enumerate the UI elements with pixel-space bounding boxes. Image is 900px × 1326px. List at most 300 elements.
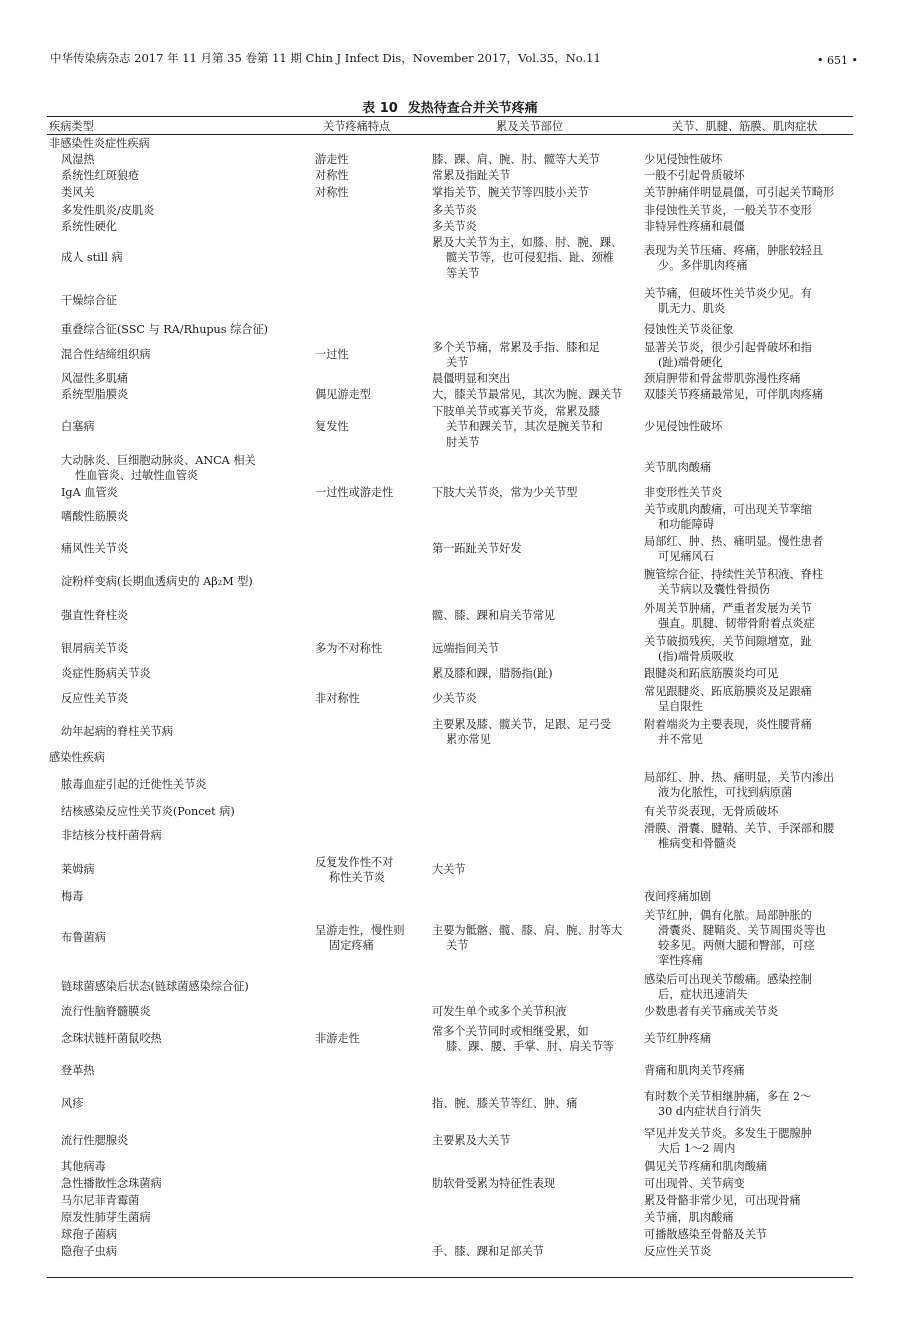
cell-symptom [644, 152, 853, 168]
cell-symptom [644, 1192, 853, 1209]
cell-joint-site [432, 906, 644, 970]
table-row [47, 1209, 853, 1226]
cell-symptom-text: 关节或肌肉酸痛，可出现关节挛缩 和功能障碍 [644, 502, 812, 531]
cell-symptom [644, 852, 853, 888]
cell-pain-feature [315, 565, 432, 599]
cell-symptom-text: 背痛和肌肉关节疼痛 [644, 1064, 745, 1078]
cell-disease-name-text: 风疹 [61, 1097, 84, 1111]
cell-joint-site [432, 219, 644, 235]
cell-symptom-text: 反应性关节炎 [644, 1244, 712, 1258]
table-row [47, 803, 853, 820]
cell-joint-site [432, 888, 644, 906]
cell-joint-site-text: 可发生单个或多个关节积液 [432, 1005, 567, 1019]
cell-disease-name-text: 风湿热 [61, 153, 95, 167]
cell-disease-name-text: 强直性脊柱炎 [61, 609, 129, 623]
cell-symptom [644, 371, 853, 387]
cell-disease-name-text: 球孢子菌病 [61, 1227, 117, 1241]
table-row [47, 565, 853, 599]
cell-joint-site-text: 远端指间关节 [432, 642, 500, 656]
cell-disease-name-text: 多发性肌炎/皮肌炎 [61, 203, 155, 217]
table-section-row [47, 136, 853, 152]
cell-symptom-text: 少数患者有关节痛或关节炎 [644, 1005, 779, 1019]
cell-symptom-text: 外周关节肿痛，严重者发展为关节 强直。肌腱、韧带骨附着点炎症 [644, 601, 815, 630]
cell-symptom [644, 184, 853, 202]
cell-symptom-text: 常见跟腱炎、跖底筋膜炎及足跟痛 呈自限性 [644, 684, 812, 713]
cell-joint-site-text: 手、膝、踝和足部关节 [432, 1244, 544, 1258]
cell-disease-name-text: 类风关 [61, 186, 95, 200]
cell-pain-feature [315, 749, 432, 767]
cell-pain-feature-text: 呈游走性，慢性则 固定疼痛 [315, 923, 405, 952]
cell-disease-name-text: 干燥综合征 [61, 294, 117, 308]
cell-disease-name [47, 219, 315, 235]
table-row [47, 906, 853, 970]
cell-joint-site [432, 387, 644, 403]
cell-joint-site [432, 852, 644, 888]
cell-symptom-text: 关节痛，肌肉酸痛 [644, 1210, 734, 1224]
table-row [47, 1020, 853, 1058]
cell-joint-site-text: 少关节炎 [432, 692, 477, 706]
cell-disease-name [47, 599, 315, 633]
cell-symptom [644, 906, 853, 970]
cell-disease-name [47, 1004, 315, 1020]
cell-symptom [644, 767, 853, 803]
data-table [47, 118, 853, 1260]
cell-pain-feature [315, 485, 432, 501]
table-row [47, 219, 853, 235]
cell-symptom [644, 339, 853, 371]
table-row [47, 403, 853, 451]
cell-pain-feature-text: 反复发作性不对 称性关节炎 [315, 855, 394, 884]
cell-joint-site-text: 大，膝关节最常见，其次为腕、踝关节 [432, 388, 623, 402]
cell-disease-name-text: 结核感染反应性关节炎(Poncet 病) [61, 804, 235, 818]
running-header [50, 50, 858, 70]
cell-disease-name-text: 隐孢子虫病 [61, 1244, 117, 1258]
cell-pain-feature [315, 202, 432, 219]
cell-disease-name [47, 451, 315, 485]
cell-symptom-text: 附着端炎为主要表现，炎性腰背痛 并不常见 [644, 717, 812, 746]
cell-joint-site [432, 202, 644, 219]
cell-disease-name-text: 念珠状链杆菌鼠咬热 [61, 1032, 162, 1046]
cell-symptom [644, 803, 853, 820]
cell-disease-name [47, 403, 315, 451]
table-row [47, 184, 853, 202]
column-header-site: 累及关节部位 [496, 120, 564, 134]
cell-symptom-text: 表现为关节压痛、疼痛，肿胀较轻且 少。多伴肌肉疼痛 [644, 243, 824, 272]
table-row [47, 1084, 853, 1124]
cell-joint-site-text: 主要为骶髂、髋、膝、肩、腕、肘等大 关节 [432, 923, 623, 952]
cell-pain-feature [315, 152, 432, 168]
cell-symptom [644, 1175, 853, 1192]
cell-disease-name [47, 1058, 315, 1084]
table-row [47, 767, 853, 803]
table-row [47, 321, 853, 339]
cell-disease-name [47, 1243, 315, 1260]
table-row [47, 501, 853, 533]
cell-disease-name-text: 嗜酸性筋膜炎 [61, 510, 129, 524]
cell-joint-site-text: 主要累及膝、髋关节，足跟、足弓受 累亦常见 [432, 717, 612, 746]
cell-joint-site [432, 1124, 644, 1158]
cell-symptom-text: 累及骨骼非常少见，可出现骨痛 [644, 1193, 801, 1207]
cell-pain-feature-text: 一过性或游走性 [315, 486, 394, 500]
cell-disease-name-text: 布鲁菌病 [61, 931, 106, 945]
cell-joint-site [432, 1058, 644, 1084]
table-row [47, 1243, 853, 1260]
cell-symptom [644, 970, 853, 1004]
cell-symptom [644, 1084, 853, 1124]
cell-joint-site [432, 1243, 644, 1260]
cell-symptom-text: 关节痛，但破坏性关节炎少见。有 肌无力、肌炎 [644, 286, 812, 315]
table-row [47, 168, 853, 184]
table-row [47, 820, 853, 852]
cell-symptom-text: 双膝关节疼痛最常见，可伴肌肉疼痛 [644, 388, 824, 402]
table-row [47, 1175, 853, 1192]
page-number: • 651 • [817, 54, 858, 67]
cell-symptom [644, 387, 853, 403]
cell-disease-name [47, 184, 315, 202]
cell-pain-feature [315, 715, 432, 749]
table-row [47, 485, 853, 501]
cell-symptom-text: 滑膜、滑囊、腱鞘、关节、手深部和腰 椎病变和骨髓炎 [644, 821, 835, 850]
cell-symptom-text: 有关节炎表现，无骨质破坏 [644, 804, 779, 818]
table-row [47, 235, 853, 281]
cell-joint-site-text: 膝、踝、肩、腕、肘、髋等大关节 [432, 153, 600, 167]
cell-symptom [644, 749, 853, 767]
cell-disease-name [47, 633, 315, 665]
cell-disease-name [47, 970, 315, 1004]
table-row [47, 683, 853, 715]
cell-pain-feature [315, 1004, 432, 1020]
cell-disease-name [47, 1084, 315, 1124]
table-row [47, 387, 853, 403]
cell-disease-name [47, 136, 315, 152]
cell-disease-name [47, 1226, 315, 1243]
cell-disease-name [47, 715, 315, 749]
cell-disease-name [47, 888, 315, 906]
cell-disease-name-text: 急性播散性念珠菌病 [61, 1176, 162, 1190]
cell-joint-site [432, 970, 644, 1004]
cell-joint-site [432, 281, 644, 321]
cell-symptom [644, 451, 853, 485]
cell-disease-name-text: 系统型脂膜炎 [61, 388, 129, 402]
cell-pain-feature [315, 888, 432, 906]
cell-joint-site [432, 820, 644, 852]
cell-joint-site-text: 多个关节痛，常累及手指、膝和足 关节 [432, 340, 600, 369]
cell-disease-name-text: 系统性红斑狼疮 [61, 169, 140, 183]
cell-pain-feature-text: 复发性 [315, 420, 349, 434]
cell-disease-name-text: 登革热 [61, 1064, 95, 1078]
cell-symptom [644, 683, 853, 715]
cell-pain-feature [315, 1175, 432, 1192]
cell-disease-name [47, 1020, 315, 1058]
cell-pain-feature-text: 非游走性 [315, 1032, 360, 1046]
cell-symptom-text: 局部红、肿、热、痛明显，关节内渗出 液为化脓性，可找到病原菌 [644, 770, 835, 799]
cell-symptom [644, 219, 853, 235]
cell-joint-site [432, 235, 644, 281]
cell-joint-site [432, 1084, 644, 1124]
cell-symptom [644, 888, 853, 906]
cell-pain-feature-text: 偶见游走型 [315, 388, 371, 402]
table-header-row [47, 118, 853, 136]
cell-joint-site-text: 多关节炎 [432, 203, 477, 217]
cell-joint-site [432, 136, 644, 152]
cell-disease-name-text: 幼年起病的脊柱关节病 [61, 725, 173, 739]
cell-symptom-text: 局部红、肿、热、痛明显。慢性患者 可见痛风石 [644, 534, 824, 563]
cell-symptom [644, 321, 853, 339]
table-row [47, 202, 853, 219]
cell-disease-name-text: 混合性结缔组织病 [61, 348, 151, 362]
table-number: 表 10 [362, 101, 398, 116]
cell-symptom [644, 1158, 853, 1175]
cell-joint-site-text: 累及膝和踝，腊肠指(趾) [432, 667, 553, 681]
cell-symptom [644, 235, 853, 281]
cell-pain-feature [315, 852, 432, 888]
cell-joint-site [432, 599, 644, 633]
cell-joint-site [432, 152, 644, 168]
cell-disease-name [47, 803, 315, 820]
table-section-row [47, 749, 853, 767]
cell-disease-name [47, 665, 315, 683]
cell-symptom-text: 非特异性疼痛和晨僵 [644, 220, 745, 234]
cell-pain-feature [315, 1192, 432, 1209]
cell-pain-feature [315, 1020, 432, 1058]
table-row [47, 599, 853, 633]
table-row [47, 533, 853, 565]
cell-joint-site [432, 633, 644, 665]
cell-symptom-text: 有时数个关节相继肿痛，多在 2～ 30 d内症状自行消失 [644, 1089, 812, 1118]
table-row [47, 970, 853, 1004]
cell-disease-name [47, 485, 315, 501]
cell-pain-feature [315, 451, 432, 485]
cell-joint-site-text: 下肢大关节炎，常为少关节型 [432, 486, 578, 500]
cell-symptom [644, 485, 853, 501]
cell-pain-feature [315, 820, 432, 852]
cell-disease-name-text: 流行性腮腺炎 [61, 1134, 129, 1148]
cell-joint-site-text: 第一跖趾关节好发 [432, 542, 522, 556]
cell-joint-site [432, 1020, 644, 1058]
cell-pain-feature-text: 对称性 [315, 169, 349, 183]
cell-disease-name [47, 1175, 315, 1192]
cell-pain-feature [315, 633, 432, 665]
cell-disease-name-text: 风湿性多肌痛 [61, 372, 129, 386]
cell-joint-site [432, 371, 644, 387]
table-row [47, 1058, 853, 1084]
cell-pain-feature-text: 游走性 [315, 153, 349, 167]
cell-disease-name-text: IgA 血管炎 [61, 486, 118, 500]
cell-disease-name [47, 533, 315, 565]
table-row [47, 665, 853, 683]
cell-joint-site [432, 321, 644, 339]
cell-symptom-text: 跟腱炎和跖底筋膜炎均可见 [644, 667, 779, 681]
cell-disease-name [47, 501, 315, 533]
cell-disease-name-text: 原发性肺芽生菌病 [61, 1210, 151, 1224]
cell-pain-feature [315, 339, 432, 371]
cell-symptom [644, 820, 853, 852]
cell-joint-site-text: 主要累及大关节 [432, 1134, 511, 1148]
cell-pain-feature [315, 970, 432, 1004]
cell-symptom-text: 一般不引起骨质破坏 [644, 169, 745, 183]
cell-disease-name-text: 马尔尼菲青霉菌 [61, 1193, 140, 1207]
cell-symptom [644, 501, 853, 533]
cell-disease-name [47, 387, 315, 403]
cell-pain-feature [315, 184, 432, 202]
cell-pain-feature [315, 1158, 432, 1175]
cell-disease-name-text: 流行性脑脊髓膜炎 [61, 1005, 151, 1019]
cell-joint-site [432, 665, 644, 683]
table-row [47, 152, 853, 168]
cell-symptom-text: 罕见并发关节炎。多发生于腮腺肿 大后 1～2 周内 [644, 1126, 812, 1155]
cell-pain-feature [315, 1124, 432, 1158]
cell-disease-name [47, 1124, 315, 1158]
cell-symptom [644, 1020, 853, 1058]
cell-symptom-text: 关节肌肉酸痛 [644, 461, 712, 475]
cell-symptom [644, 715, 853, 749]
cell-symptom-text: 夜间疼痛加剧 [644, 890, 712, 904]
cell-pain-feature [315, 767, 432, 803]
cell-symptom-text: 非侵蚀性关节炎，一般关节不变形 [644, 203, 812, 217]
table-row [47, 1004, 853, 1020]
cell-disease-name-text: 链球菌感染后状态(链球菌感染综合征) [61, 980, 249, 994]
cell-symptom [644, 1004, 853, 1020]
cell-joint-site [432, 533, 644, 565]
table-caption: 发热待查合并关节疼痛 [407, 101, 538, 116]
cell-disease-name-text: 非感染性炎症性疾病 [49, 137, 150, 151]
table-bottom-rule [47, 1277, 853, 1278]
cell-symptom-text: 可出现骨、关节病变 [644, 1176, 745, 1190]
cell-symptom [644, 1058, 853, 1084]
table-row [47, 371, 853, 387]
cell-joint-site [432, 749, 644, 767]
cell-symptom [644, 599, 853, 633]
cell-symptom [644, 1226, 853, 1243]
cell-symptom [644, 1209, 853, 1226]
cell-pain-feature [315, 1209, 432, 1226]
table-row [47, 1226, 853, 1243]
cell-symptom-text: 感染后可出现关节酸痛。感染控制 后，症状迅速消失 [644, 972, 812, 1001]
cell-joint-site [432, 1158, 644, 1175]
cell-joint-site [432, 565, 644, 599]
cell-joint-site-text: 下肢单关节或寡关节炎，常累及膝 关节和踝关节，其次是腕关节和 肘关节 [432, 405, 603, 449]
cell-symptom [644, 633, 853, 665]
cell-symptom [644, 533, 853, 565]
cell-pain-feature [315, 235, 432, 281]
cell-pain-feature [315, 168, 432, 184]
cell-joint-site [432, 803, 644, 820]
cell-pain-feature [315, 665, 432, 683]
cell-disease-name-text: 其他病毒 [61, 1159, 106, 1173]
cell-pain-feature-text: 对称性 [315, 186, 349, 200]
cell-pain-feature [315, 1084, 432, 1124]
cell-pain-feature [315, 403, 432, 451]
cell-symptom [644, 403, 853, 451]
cell-pain-feature [315, 683, 432, 715]
cell-pain-feature [315, 136, 432, 152]
cell-pain-feature [315, 281, 432, 321]
cell-disease-name-text: 痛风性关节炎 [61, 542, 129, 556]
cell-disease-name [47, 1158, 315, 1175]
column-header-pain: 关节疼痛特点 [323, 120, 391, 134]
cell-disease-name-text: 银屑病关节炎 [61, 642, 129, 656]
cell-disease-name-text: 非结核分枝杆菌骨病 [61, 829, 162, 843]
cell-joint-site [432, 184, 644, 202]
cell-symptom [644, 565, 853, 599]
cell-pain-feature-text: 非对称性 [315, 692, 360, 706]
cell-joint-site [432, 683, 644, 715]
cell-joint-site [432, 1004, 644, 1020]
cell-symptom-text: 偶见关节疼痛和肌肉酸痛 [644, 1159, 768, 1173]
cell-disease-name-text: 成人 still 病 [61, 251, 123, 265]
cell-pain-feature-text: 一过性 [315, 348, 349, 362]
cell-symptom-text: 颈肩胛带和骨盆带肌弥漫性疼痛 [644, 372, 801, 386]
cell-pain-feature [315, 599, 432, 633]
cell-disease-name-text: 反应性关节炎 [61, 692, 129, 706]
cell-disease-name [47, 749, 315, 767]
cell-joint-site [432, 1175, 644, 1192]
cell-pain-feature [315, 371, 432, 387]
cell-disease-name [47, 565, 315, 599]
journal-citation: 中华传染病杂志 2017 年 11 月第 35 卷第 11 期 Chin J Infect Dis，November 2017，Vol.35，No.11 [50, 51, 601, 65]
cell-pain-feature [315, 906, 432, 970]
cell-pain-feature [315, 219, 432, 235]
cell-pain-feature [315, 1226, 432, 1243]
cell-symptom-text: 显著关节炎，很少引起骨破坏和指 (趾)端骨硬化 [644, 340, 812, 369]
cell-disease-name-text: 淀粉样变病(长期血透病史的 Aβ₂M 型) [61, 575, 253, 589]
cell-disease-name [47, 1209, 315, 1226]
cell-joint-site-text: 掌指关节、腕关节等四肢小关节 [432, 186, 589, 200]
cell-disease-name [47, 235, 315, 281]
cell-symptom-text: 可播散感染至骨骼及关节 [644, 1227, 768, 1241]
cell-symptom [644, 1243, 853, 1260]
cell-symptom-text: 关节肿痛伴明显晨僵，可引起关节畸形 [644, 186, 835, 200]
table-row [47, 633, 853, 665]
cell-joint-site-text: 肋软骨受累为特征性表现 [432, 1176, 556, 1190]
cell-disease-name-text: 梅毒 [61, 890, 84, 904]
cell-disease-name [47, 371, 315, 387]
cell-symptom-text: 少见侵蚀性破坏 [644, 153, 723, 167]
table-row [47, 1192, 853, 1209]
cell-symptom-text: 非变形性关节炎 [644, 486, 723, 500]
column-header-symptom: 关节、肌腱、筋膜、肌肉症状 [672, 120, 818, 134]
cell-symptom-text: 腕管综合征、持续性关节积液、脊柱 关节病以及囊性骨损伤 [644, 567, 824, 596]
table-row [47, 852, 853, 888]
cell-joint-site [432, 767, 644, 803]
cell-disease-name [47, 683, 315, 715]
cell-disease-name-text: 莱姆病 [61, 863, 95, 877]
cell-pain-feature [315, 1243, 432, 1260]
cell-disease-name [47, 820, 315, 852]
cell-symptom-text: 关节红肿疼痛 [644, 1032, 712, 1046]
cell-joint-site-text: 晨僵明显和突出 [432, 372, 511, 386]
cell-symptom [644, 202, 853, 219]
cell-disease-name [47, 202, 315, 219]
cell-disease-name-text: 炎症性肠病关节炎 [61, 667, 151, 681]
cell-joint-site-text: 常多个关节同时或相继受累，如 膝、踝、腰、手掌、肘、肩关节等 [432, 1024, 614, 1053]
cell-disease-name-text: 感染性疾病 [49, 751, 105, 765]
cell-disease-name-text: 系统性硬化 [61, 220, 117, 234]
cell-joint-site [432, 1209, 644, 1226]
cell-symptom [644, 281, 853, 321]
table-row [47, 339, 853, 371]
column-header-disease: 疾病类型 [49, 120, 94, 134]
cell-disease-name-text: 白塞病 [61, 420, 95, 434]
table-row [47, 281, 853, 321]
table-row [47, 1158, 853, 1175]
cell-symptom-text: 关节红肿，偶有化脓。局部肿胀的 滑囊炎、腱鞘炎、关节周围炎等也 较多见。两侧大腿和臀部，可痉 挛性疼痛 [644, 908, 826, 968]
cell-disease-name [47, 1192, 315, 1209]
table-row [47, 715, 853, 749]
cell-symptom-text: 少见侵蚀性破坏 [644, 420, 723, 434]
cell-pain-feature [315, 803, 432, 820]
cell-pain-feature-text: 多为不对称性 [315, 642, 383, 656]
